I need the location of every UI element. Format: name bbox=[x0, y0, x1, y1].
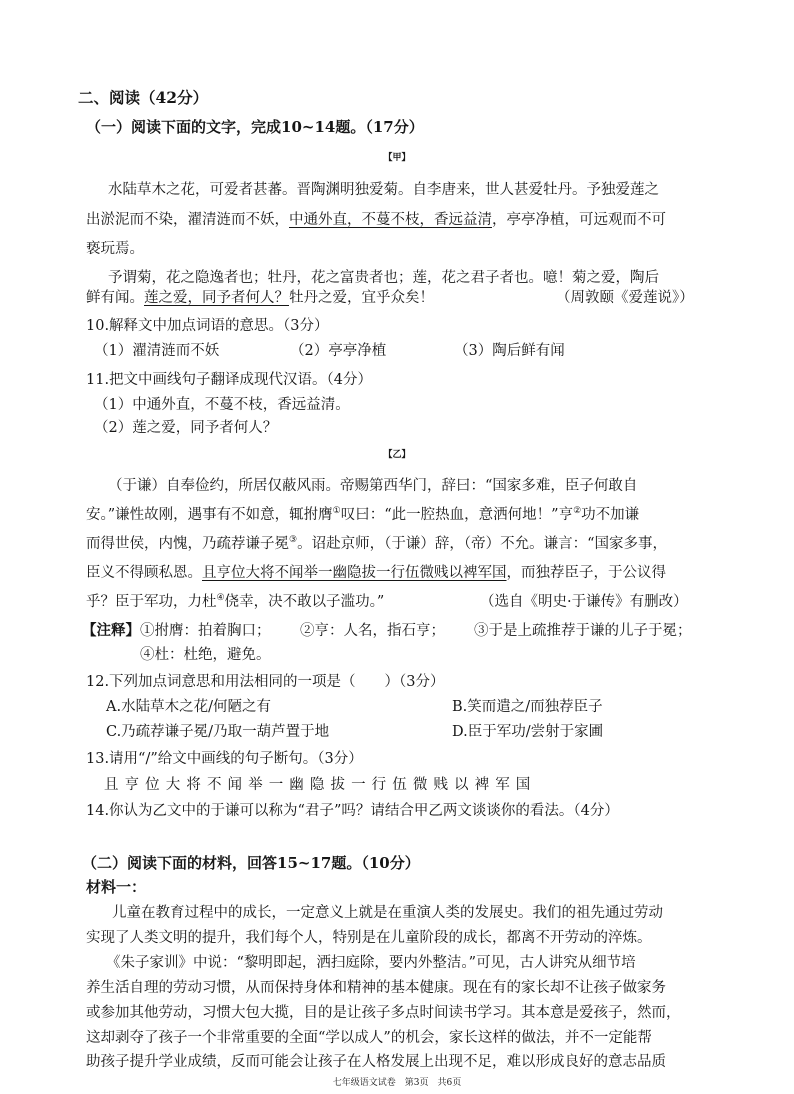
part2-title: （二）阅读下面的材料，回答15~17题。（10分） bbox=[82, 854, 420, 872]
jia-text: ，亭亭净植，可远观而不可 bbox=[492, 212, 666, 228]
yi-text: ，而独荐臣子，于公议得 bbox=[506, 565, 666, 581]
jia-source: （周敦颐《爱莲说》） bbox=[556, 290, 694, 306]
yi-text: 臣义不得顾私恩。 bbox=[86, 565, 202, 581]
jia-paragraph2-line1: 予谓菊，花之隐逸者也；牡丹，花之富贵者也；莲，花之君子者也。噫！菊之爱，陶后 bbox=[108, 270, 659, 286]
q12-stem: 12.下列加点词意思和用法相同的一项是（ ）（3分） bbox=[86, 674, 445, 690]
jia-text: 出淤泥而不染，濯清涟而不妖， bbox=[86, 212, 289, 228]
material1-p2-line2: 养生活自理的劳动习惯，从而保持身体和精神的基本健康。现在有的家长却不让孩子做家务 bbox=[86, 980, 666, 996]
material1-p1-line2: 实现了人类文明的提升，我们每个人，特别是在儿童阶段的成长，都离不开劳动的淬炼。 bbox=[86, 930, 652, 946]
page-footer: 七年级语文试卷 第3页 共6页 bbox=[332, 1078, 462, 1088]
note-1: ①拊膺：拍着胸口； bbox=[140, 623, 271, 639]
q12-option-a: A.水陆草木之花/何陋之有 bbox=[106, 699, 271, 715]
q12-option-b: B.笑而遣之/而独荐臣子 bbox=[452, 699, 603, 715]
q14-stem: 14.你认为乙文中的于谦可以称为“君子”吗？请结合甲乙两文谈谈你的看法。（4分） bbox=[86, 803, 619, 819]
yi-text: 而得世侯，内愧，乃疏荐谦子冕 bbox=[86, 536, 289, 552]
jia-text: 鲜有闻。 bbox=[86, 290, 144, 306]
yi-line-2 bbox=[86, 505, 639, 525]
note-2: ②亨：人名，指石亨； bbox=[300, 623, 445, 639]
material1-p2-line5: 助孩子提升学业成绩，反而可能会让孩子在人格发展上出现不足，难以形成良好的意志品质 bbox=[86, 1054, 666, 1070]
note-marker: ① bbox=[332, 506, 341, 517]
jia-text: 牡丹之爱，宜乎众矣！ bbox=[289, 290, 434, 306]
jia-paragraph2-line2 bbox=[86, 288, 434, 308]
notes-label: 【注释】 bbox=[82, 622, 140, 639]
yi-text: 侥幸，决不敢以子滥功。” bbox=[224, 594, 385, 610]
q12-option-c: C.乃疏荐谦子冕/乃取一葫芦置于地 bbox=[106, 724, 330, 740]
q11-sentence-1: （1）中通外直，不蔓不枝，香远益清。 bbox=[94, 397, 350, 413]
q10-item-3: （3）陶后鲜有闻 bbox=[454, 343, 565, 359]
jia-paragraph1-line3: 亵玩焉。 bbox=[86, 241, 144, 257]
q11-stem: 11.把文中画线句子翻译成现代汉语。（4分） bbox=[86, 372, 373, 388]
yi-line-1: （于谦）自奉俭约，所居仅蔽风雨。帝赐第西华门，辞曰：“国家多难，臣子何敢自 bbox=[108, 478, 638, 494]
note-marker: ② bbox=[573, 506, 582, 517]
material1-p2-line3: 或参加其他劳动，习惯大包大揽，目的是让孩子多点时间读书学习。其本意是爱孩子，然而， bbox=[86, 1005, 681, 1021]
q10-item-2: （2）亭亭净植 bbox=[290, 343, 387, 359]
q12-option-d: D.臣于军功/尝射于家圃 bbox=[452, 724, 604, 740]
yi-label: 【乙】 bbox=[383, 450, 411, 460]
material1-p2-line1: 《朱子家训》中说：“黎明即起，洒扫庭除，要内外整洁。”可见，古人讲究从细节培 bbox=[106, 955, 636, 971]
yi-text: 功不加谦 bbox=[581, 507, 640, 523]
notes-line-1 bbox=[82, 621, 271, 641]
jia-label: 【甲】 bbox=[383, 153, 411, 163]
q10-stem: 10.解释文中加点词语的意思。（3分） bbox=[86, 318, 329, 334]
note-marker: ④ bbox=[216, 593, 225, 604]
material1-label: 材料一： bbox=[86, 878, 147, 896]
material1-p2-line4: 这却剥夺了孩子一个非常重要的全面“学以成人”的机会，家长这样的做法，并不一定能帮 bbox=[86, 1030, 652, 1046]
q11-sentence-2: （2）莲之爱，同予者何人？ bbox=[94, 420, 278, 436]
yi-text: 叹曰：“此一腔热血，意洒何地！”亨 bbox=[340, 507, 574, 523]
material1-p1-line1: 儿童在教育过程中的成长，一定意义上就是在重演人类的发展史。我们的祖先通过劳动 bbox=[112, 905, 663, 921]
jia-paragraph1-line2 bbox=[86, 210, 666, 230]
part1-title: （一）阅读下面的文字，完成10~14题。（17分） bbox=[86, 118, 424, 136]
note-4: ④杜：杜绝，避免。 bbox=[140, 647, 271, 663]
jia-paragraph1-line1: 水陆草木之花，可爱者甚蕃。晋陶渊明独爱菊。自李唐来，世人甚爱牡丹。予独爱莲之 bbox=[108, 182, 659, 198]
section-title: 二、阅读（42分） bbox=[78, 88, 209, 107]
jia-underlined-sentence-1: 中通外直，不蔓不枝，香远益清 bbox=[289, 212, 492, 228]
yi-line-4 bbox=[86, 563, 666, 583]
note-3: ③于是上疏推荐于谦的儿子于冕； bbox=[474, 623, 692, 639]
yi-source: （选自《明史·于谦传》有删改） bbox=[480, 594, 688, 610]
yi-line-5 bbox=[86, 592, 384, 612]
q13-stem: 13.请用“/”给文中画线的句子断句。（3分） bbox=[86, 751, 363, 767]
yi-line-3 bbox=[86, 534, 667, 554]
q10-item-1: （1）濯清涟而不妖 bbox=[94, 343, 220, 359]
jia-underlined-sentence-2: 莲之爱，同予者何人？ bbox=[144, 290, 289, 306]
note-marker: ③ bbox=[289, 535, 298, 546]
q13-sentence: 且亨位大将不闻举一幽隐拔一行伍微贱以裨军国 bbox=[104, 777, 537, 793]
yi-text: 安。”谦性故刚，遇事有不如意，辄拊膺 bbox=[86, 507, 333, 523]
yi-text: 乎？臣于军功，力杜 bbox=[86, 594, 217, 610]
yi-underlined-sentence: 且亨位大将不闻举一幽隐拔一行伍微贱以裨军国 bbox=[202, 565, 507, 581]
yi-text: 。诏赴京师，（于谦）辞，（帝）不允。谦言：“国家多事， bbox=[297, 536, 667, 552]
